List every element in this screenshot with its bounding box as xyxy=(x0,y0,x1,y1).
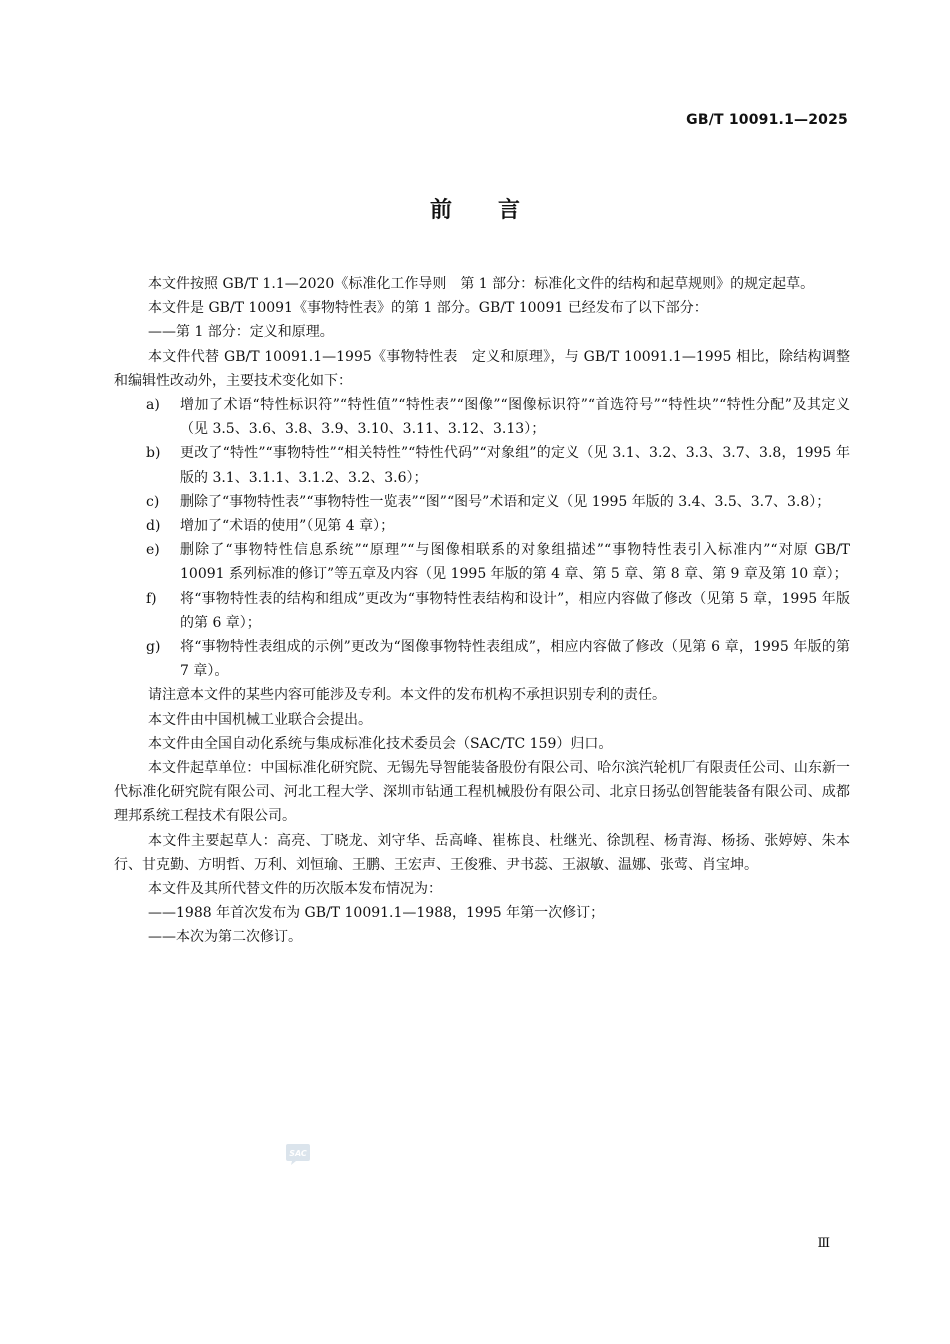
document-code: GB/T 10091.1—2025 xyxy=(686,112,848,128)
change-item-label: e) xyxy=(146,542,160,559)
paragraph-proposer: 本文件由中国机械工业联合会提出。 xyxy=(148,711,372,728)
paragraph-version-history: 本文件及其所代替文件的历次版本发布情况为： xyxy=(148,881,442,898)
paragraph-patent-notice: 请注意本文件的某些内容可能涉及专利。本文件的发布机构不承担识别专利的责任。 xyxy=(148,687,666,704)
preface-body xyxy=(114,272,850,950)
paragraph-part-info: 本文件是 GB/T 10091《事物特性表》的第 1 部分。GB/T 10091 已经发布了以下部分： xyxy=(148,300,708,317)
change-item-text: 将“事物特性表的结构和组成”更改为“事物特性表结构和设计”，相应内容做了修改（见第 5 章，1995 年版的第 6 章）； xyxy=(180,590,850,631)
change-item-label: b) xyxy=(146,445,161,462)
paragraph-technical-committee: 本文件由全国自动化系统与集成标准化技术委员会（SAC/TC 159）归口。 xyxy=(148,735,613,752)
change-item-label: a) xyxy=(146,397,160,414)
change-item-c xyxy=(114,490,850,514)
page-number: Ⅲ xyxy=(817,1236,830,1251)
change-item-text: 增加了术语“特性标识符”“特性值”“特性表”“图像”“图像标识符”“首选符号”“特性块”“特性分配”及其定义（见 3.5、3.6、3.8、3.9、3.10、3.11、3.12、3.13）； xyxy=(180,397,850,438)
svg-text:SAC: SAC xyxy=(289,1149,307,1158)
paragraph-drafting-rules: 本文件按照 GB/T 1.1—2020《标准化工作导则 第 1 部分：标准化文件的结构和起草规则》的规定起草。 xyxy=(148,276,815,292)
change-item-g xyxy=(114,635,850,683)
change-item-text: 将“事物特性表组成的示例”更改为“图像事物特性表组成”，相应内容做了修改（见第 6 章，1995 年版的第 7 章）。 xyxy=(180,639,850,680)
change-item-a xyxy=(114,393,850,441)
change-item-text: 更改了“特性”“事物特性”“相关特性”“特性代码”“对象组”的定义（见 3.1、3.2、3.3、3.7、3.8，1995 年版的 3.1、3.1.1、3.1.2、3.2、3.6）； xyxy=(180,445,850,486)
paragraph-drafters: 本文件主要起草人：高亮、丁晓龙、刘守华、岳高峰、崔栋良、杜继光、徐凯程、杨青海、杨扬、张婷婷、朱本行、甘克勤、方明哲、万利、刘恒瑜、王鹏、王宏声、王俊雅、尹书蕊、王淑敏、温娜、张莺、肖宝坤。 xyxy=(114,832,850,873)
change-item-f xyxy=(114,587,850,635)
paragraph-drafting-organizations: 本文件起草单位：中国标准化研究院、无锡先导智能装备股份有限公司、哈尔滨汽轮机厂有限责任公司、山东新一代标准化研究院有限公司、河北工程大学、深圳市钻通工程机械股份有限公司、北京日扬弘创智能装备有限公司、成都理邦系统工程技术有限公司。 xyxy=(114,760,850,825)
change-item-text: 删除了“事物特性表”“事物特性一览表”“图”“图号”术语和定义（见 1995 年版的 3.4、3.5、3.7、3.8）； xyxy=(180,493,831,510)
page-title: 前言 xyxy=(429,198,566,223)
sac-logo-icon xyxy=(285,1142,311,1166)
change-item-label: f) xyxy=(146,590,157,607)
dash-item-part1: ——第 1 部分：定义和原理。 xyxy=(148,324,334,341)
change-item-label: c) xyxy=(146,493,160,510)
change-item-b xyxy=(114,441,850,489)
change-item-label: d) xyxy=(146,518,161,535)
history-item-first: ——1988 年首次发布为 GB/T 10091.1—1988，1995 年第一次修订； xyxy=(148,905,605,922)
change-item-label: g) xyxy=(146,639,161,656)
history-item-second: ——本次为第二次修订。 xyxy=(148,929,302,946)
change-item-text: 删除了“事物特性信息系统”“原理”“与图像相联系的对象组描述”“事物特性表引入标准内”“对原 GB/T 10091 系列标准的修订”等五章及内容（见 1995 年版的第 4 章、第 5 章、第 8 章、第 9 章及第 10 章）； xyxy=(180,542,850,583)
paragraph-replacement: 本文件代替 GB/T 10091.1—1995《事物特性表 定义和原理》，与 GB/T 10091.1—1995 相比，除结构调整和编辑性改动外，主要技术变化如下： xyxy=(114,348,850,389)
change-item-e xyxy=(114,538,850,586)
change-item-d xyxy=(114,514,850,538)
change-item-text: 增加了“术语的使用”（见第 4 章）； xyxy=(180,518,395,535)
